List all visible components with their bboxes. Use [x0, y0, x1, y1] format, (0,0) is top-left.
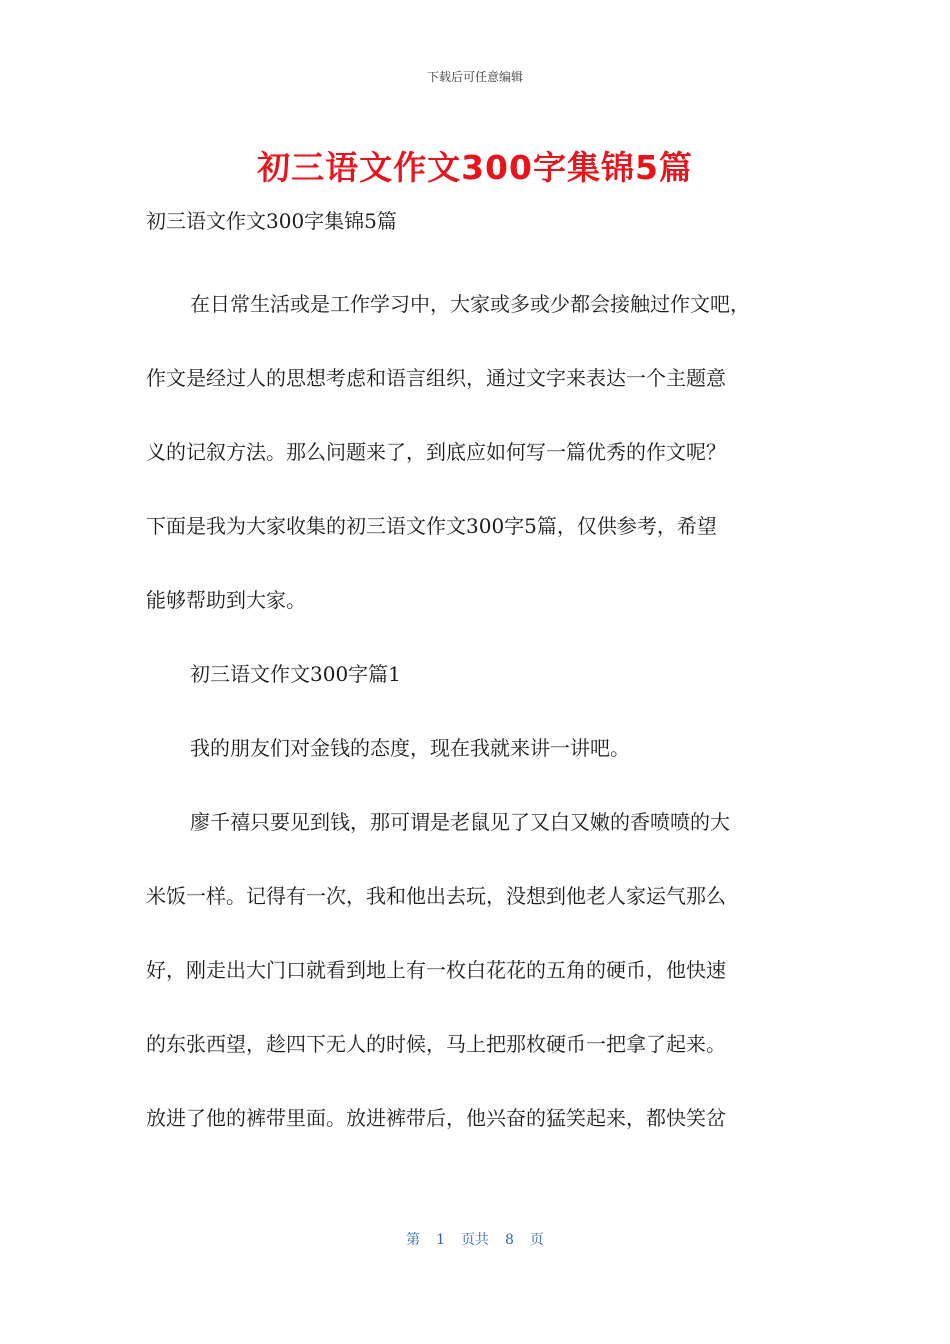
- current-page-number: 1: [436, 1232, 445, 1248]
- body-paragraph: 廖千禧只要见到钱，那可谓是老鼠见了又白又嫩的香喷喷的大 米饭一样。记得有一次，我和他出去玩，没想到他老人家运气那么 好，刚走出大门口就看到地上有一枚白花花的五角的硬币，他快速 的东张西望，趁四下无人的时候，马上把那枚硬币一把拿了起来。 放进了他的裤带里面。放进裤带后，他兴奋的猛笑起来，都快笑岔: [146, 810, 730, 1130]
- section-heading: 初三语文作文300字篇1: [190, 662, 401, 686]
- document-body: [146, 267, 806, 1155]
- document-subtitle: 初三语文作文300字集锦5篇: [146, 209, 397, 233]
- footer-suffix: 页: [529, 1232, 544, 1248]
- footer-middle: 页共: [461, 1232, 489, 1248]
- header-note: 下载后可任意编辑: [426, 70, 523, 84]
- total-pages: 8: [505, 1232, 514, 1248]
- page-footer: [0, 1229, 950, 1249]
- intro-paragraph: 在日常生活或是工作学习中，大家或多或少都会接触过作文吧， 作文是经过人的思想考虑和语言组织，通过文字来表达一个主题意 义的记叙方法。那么问题来了，到底应如何写一篇优秀的作文呢？ 下面是我为大家收集的初三语文作文300字5篇，仅供参考，希望 能够帮助到大家。: [146, 292, 750, 612]
- document-title: 初三语文作文300字集锦5篇: [257, 148, 693, 187]
- body-paragraph: 我的朋友们对金钱的态度，现在我就来讲一讲吧。: [190, 736, 630, 760]
- footer-prefix: 第: [406, 1232, 421, 1248]
